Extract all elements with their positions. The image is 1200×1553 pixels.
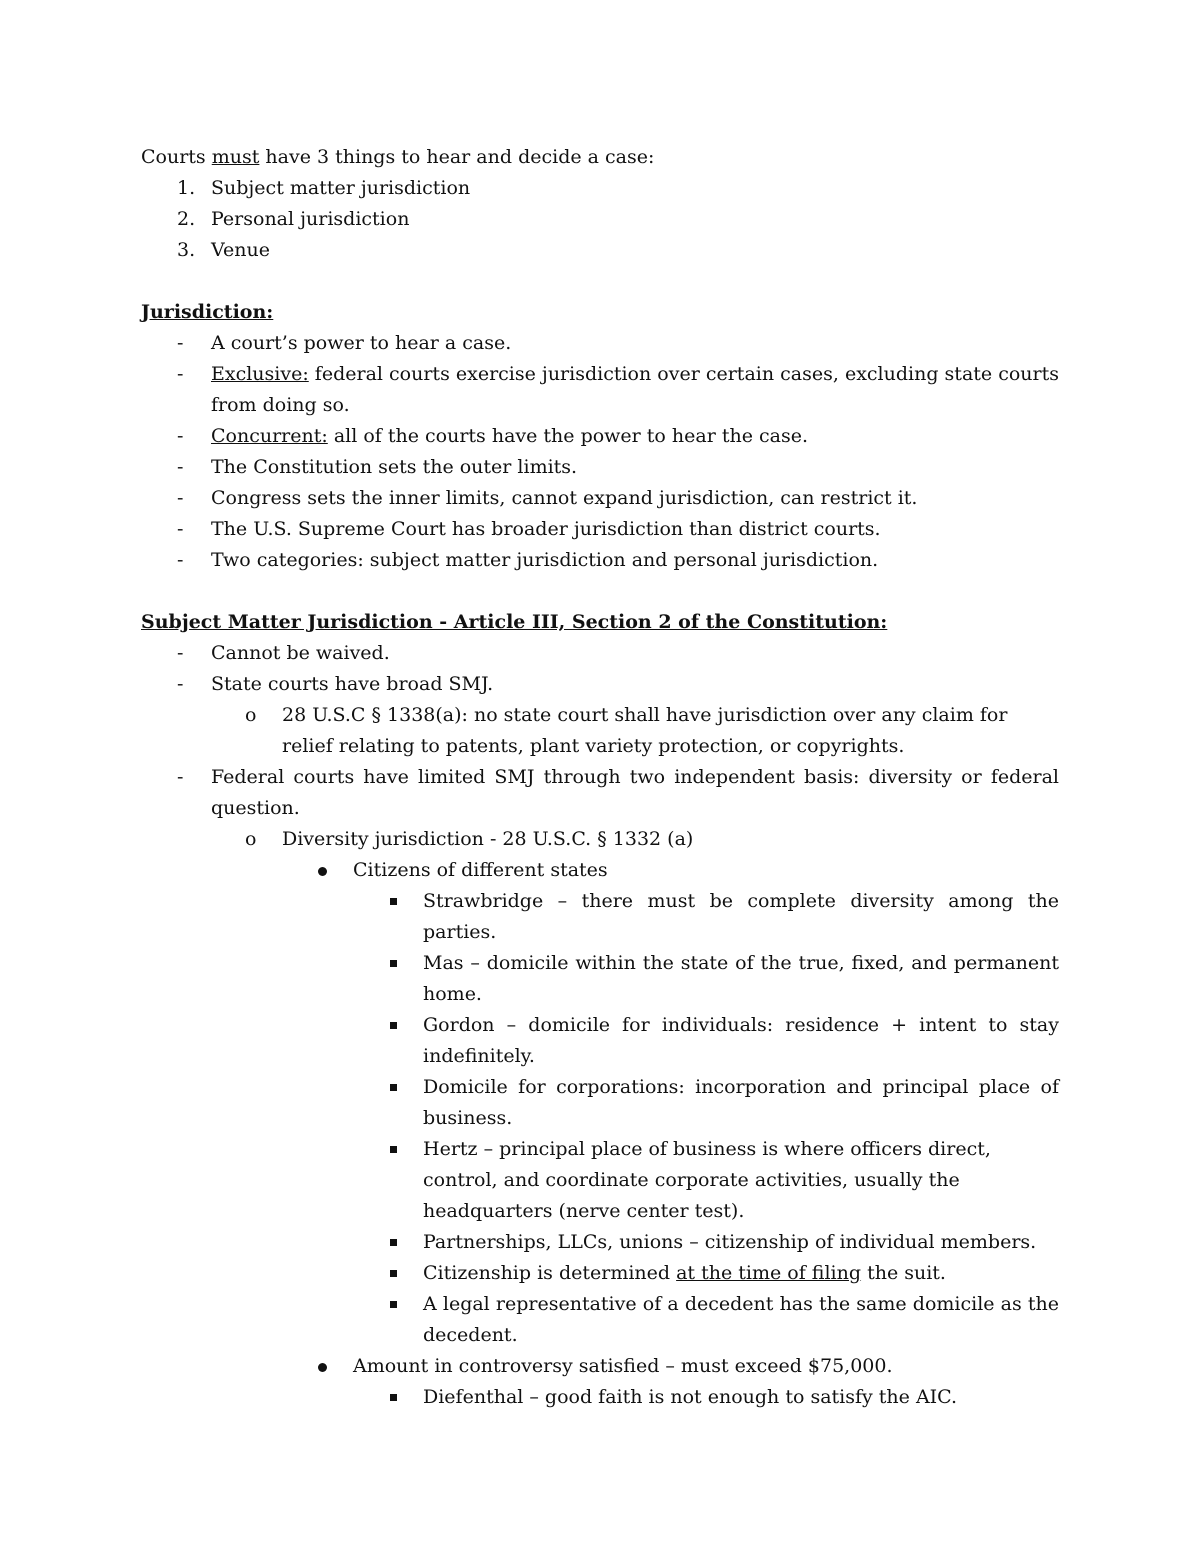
bullet-item [141, 359, 1059, 421]
square-bullet-icon [390, 898, 397, 905]
bullet-text: Citizens of different states [353, 859, 608, 881]
bullet-text: Strawbridge – there must be complete diversity among the parties. [423, 890, 1059, 943]
bullet-text: all of the courts have the power to hear the case. [327, 425, 809, 447]
bullet-item [141, 762, 1059, 824]
square-bullet-icon [390, 1146, 397, 1153]
bullet-text: A court’s power to hear a case. [211, 332, 512, 354]
bullet-text: Federal courts have limited SMJ through two independent basis: diversity or federal question. [211, 766, 1059, 819]
dash-marker: - [177, 363, 184, 385]
dash-marker: - [177, 766, 184, 788]
list-number: 1. [177, 177, 196, 199]
term-label: Exclusive: [211, 363, 309, 385]
list-item-text: Personal jurisdiction [211, 208, 410, 230]
square-bullet-icon [390, 960, 397, 967]
sub-bullet-item [141, 700, 1059, 762]
square-bullet-icon [390, 1022, 397, 1029]
dash-marker: - [177, 673, 184, 695]
smj-heading: Subject Matter Jurisdiction - Article III, Section 2 of the Constitution: [141, 611, 888, 633]
sub-bullet-item [141, 824, 1059, 855]
bullet-item [141, 638, 1059, 669]
bullet-item [141, 1258, 1059, 1289]
bullet-item [141, 669, 1059, 700]
dash-marker: - [177, 518, 184, 540]
bullet-text: Diefenthal – good faith is not enough to satisfy the AIC. [423, 1386, 958, 1408]
bullet-item [141, 1010, 1059, 1072]
bullet-item [141, 1351, 1059, 1382]
document-body [141, 142, 1059, 1413]
bullet-item [141, 1227, 1059, 1258]
bullet-text: Hertz – principal place of business is where officers direct, control, and coordinate corporate activities, usually the headquarters (nerve center test). [423, 1138, 991, 1222]
intro-emphasis: must [211, 146, 260, 168]
spacer [141, 576, 1059, 607]
bullet-item [141, 948, 1059, 1010]
bullet-text: The Constitution sets the outer limits. [211, 456, 578, 478]
dash-marker: - [177, 425, 184, 447]
bullet-text: Amount in controversy satisfied – must exceed $75,000. [353, 1355, 893, 1377]
intro-suffix: have 3 things to hear and decide a case: [259, 146, 655, 168]
bullet-item [141, 1289, 1059, 1351]
square-bullet-icon [390, 1270, 397, 1277]
dash-marker: - [177, 456, 184, 478]
bullet-item [141, 483, 1059, 514]
bullet-text: Congress sets the inner limits, cannot expand jurisdiction, can restrict it. [211, 487, 918, 509]
jurisdiction-heading: Jurisdiction: [141, 301, 274, 323]
bullet-text: 28 U.S.C § 1338(a): no state court shall have jurisdiction over any claim for relief relating to patents, plant variety protection, or copyrights. [282, 704, 1008, 757]
dash-marker: - [177, 487, 184, 509]
bullet-item [141, 855, 1059, 886]
list-item [141, 235, 1059, 266]
bullet-item [141, 1134, 1059, 1227]
square-bullet-icon [390, 1301, 397, 1308]
bullet-text: Two categories: subject matter jurisdiction and personal jurisdiction. [211, 549, 879, 571]
bullet-text: Domicile for corporations: incorporation and principal place of business. [423, 1076, 1059, 1129]
square-bullet-icon [390, 1084, 397, 1091]
bullet-text: federal courts exercise jurisdiction over certain cases, excluding state courts from doing so. [211, 363, 1059, 416]
circle-marker: o [245, 704, 257, 726]
list-item-text: Venue [211, 239, 270, 261]
list-item [141, 204, 1059, 235]
dash-marker: - [177, 332, 184, 354]
bullet-dot-icon [318, 867, 327, 876]
bullet-text: Gordon – domicile for individuals: residence + intent to stay indefinitely. [423, 1014, 1059, 1067]
dash-marker: - [177, 549, 184, 571]
bullet-item [141, 514, 1059, 545]
bullet-text: State courts have broad SMJ. [211, 673, 494, 695]
intro-prefix: Courts [141, 146, 212, 168]
bullet-item [141, 328, 1059, 359]
spacer [141, 266, 1059, 297]
bullet-text: Citizenship is determined [423, 1262, 677, 1284]
bullet-text: Mas – domicile within the state of the true, fixed, and permanent home. [423, 952, 1059, 1005]
list-item [141, 173, 1059, 204]
bullet-text: Partnerships, LLCs, unions – citizenship of individual members. [423, 1231, 1037, 1253]
term-label: Concurrent: [211, 425, 328, 447]
bullet-item [141, 452, 1059, 483]
square-bullet-icon [390, 1394, 397, 1401]
bullet-item [141, 886, 1059, 948]
bullet-item [141, 1382, 1059, 1413]
list-number: 2. [177, 208, 196, 230]
bullet-text: A legal representative of a decedent has the same domicile as the decedent. [423, 1293, 1059, 1346]
bullet-emphasis: at the time of filing [676, 1262, 862, 1284]
dash-marker: - [177, 642, 184, 664]
bullet-item [141, 421, 1059, 452]
bullet-dot-icon [318, 1363, 327, 1372]
intro-sentence [141, 142, 1059, 173]
bullet-item [141, 1072, 1059, 1134]
list-item-text: Subject matter jurisdiction [211, 177, 471, 199]
bullet-item [141, 545, 1059, 576]
list-number: 3. [177, 239, 196, 261]
bullet-text: Diversity jurisdiction - 28 U.S.C. § 1332 (a) [282, 828, 694, 850]
circle-marker: o [245, 828, 257, 850]
bullet-text: The U.S. Supreme Court has broader jurisdiction than district courts. [211, 518, 881, 540]
bullet-text: the suit. [861, 1262, 946, 1284]
square-bullet-icon [390, 1239, 397, 1246]
bullet-text: Cannot be waived. [211, 642, 390, 664]
